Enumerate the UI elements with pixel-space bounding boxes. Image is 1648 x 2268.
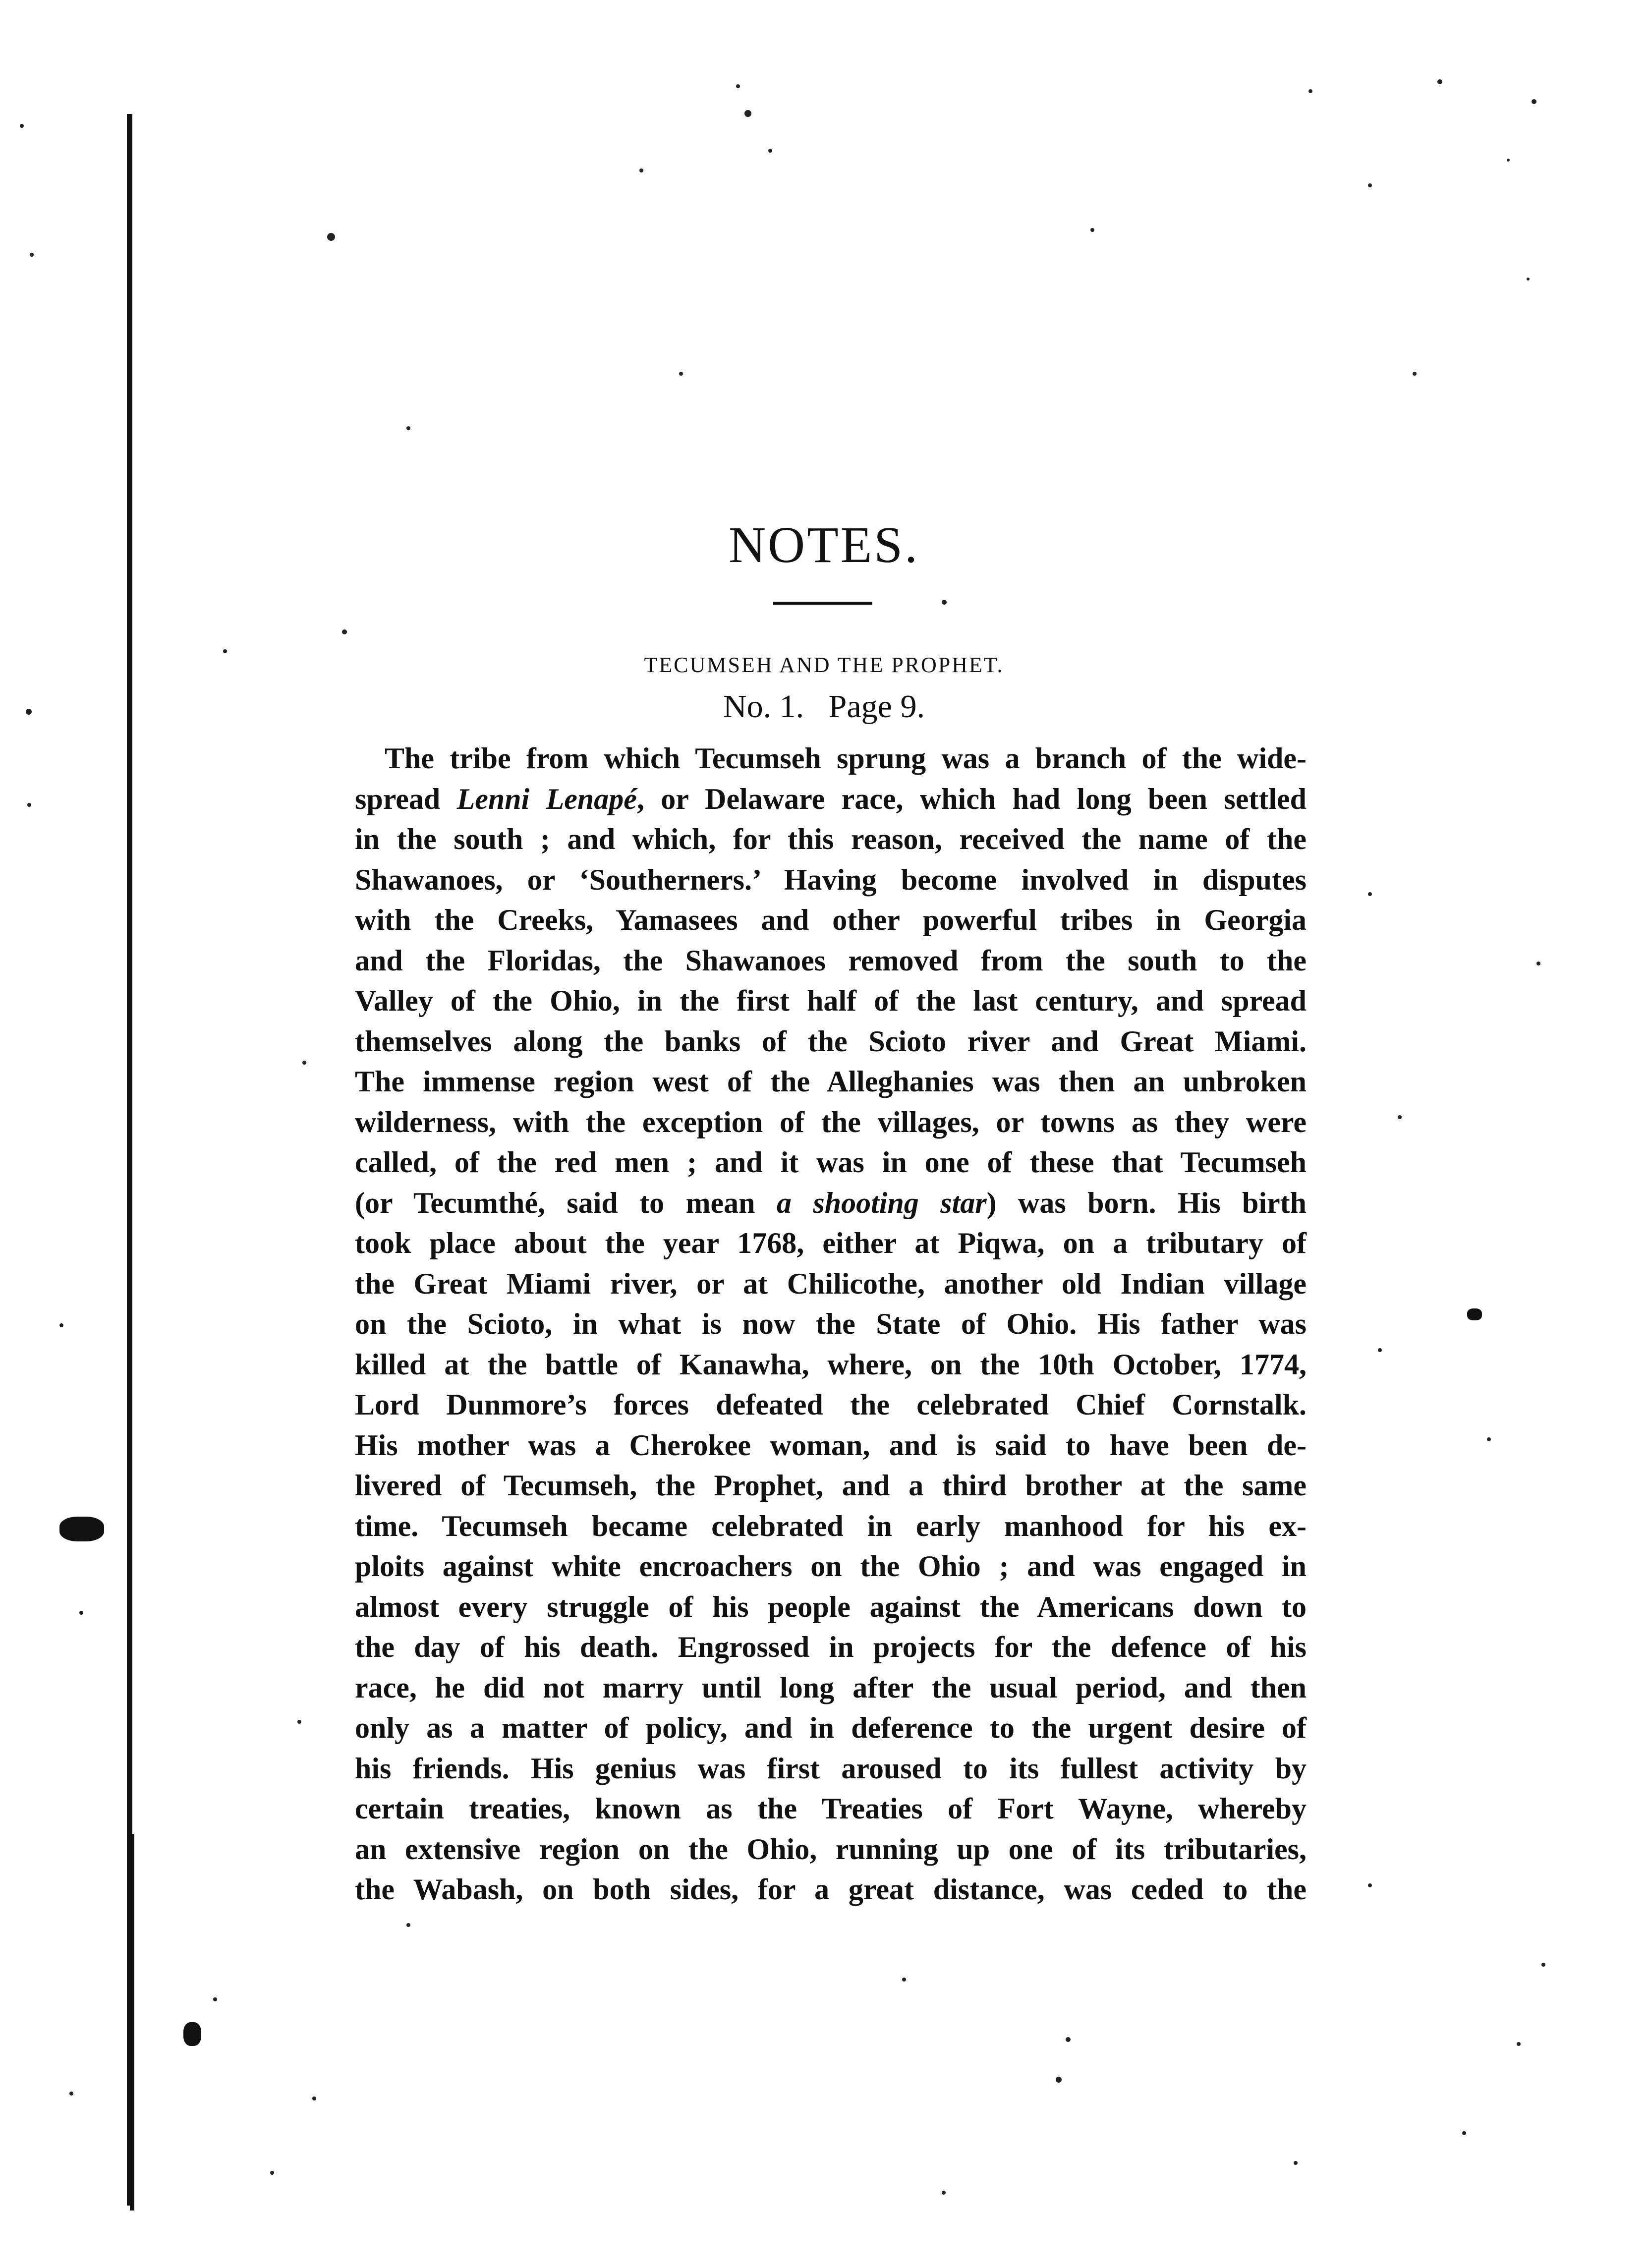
scan-speck bbox=[302, 1061, 306, 1065]
scan-speck bbox=[406, 1923, 410, 1927]
scan-speck bbox=[342, 629, 347, 634]
body-line: The immense region west of the Alleghanies was then an unbroken bbox=[355, 1065, 1307, 1098]
body-line: the Wabash, on both sides, for a great distance, was ceded to the bbox=[355, 1873, 1307, 1906]
body-line: almost every struggle of his people against the Americans down to bbox=[355, 1590, 1307, 1623]
scan-speck bbox=[1090, 228, 1094, 232]
binding-edge-line-lower bbox=[130, 1834, 134, 2211]
scan-speck bbox=[327, 233, 335, 241]
scan-blotch bbox=[59, 1517, 104, 1541]
body-line: themselves along the banks of the Scioto river and Great Miami. bbox=[355, 1024, 1307, 1058]
body-line: His mother was a Cherokee woman, and is said to have been de- bbox=[355, 1428, 1307, 1462]
scan-speck bbox=[1368, 1883, 1372, 1887]
scan-speck bbox=[736, 84, 740, 88]
body-line: ploits against white encroachers on the Ohio ; and was engaged in bbox=[355, 1550, 1307, 1583]
scan-speck bbox=[27, 803, 31, 807]
page-title: NOTES. bbox=[728, 516, 920, 573]
scan-blotch bbox=[183, 2022, 201, 2046]
scan-speck bbox=[20, 124, 24, 128]
scan-speck bbox=[406, 426, 410, 430]
scan-speck bbox=[1398, 1115, 1402, 1119]
scan-speck bbox=[1368, 183, 1372, 187]
body-line: on the Scioto, in what is now the State of Ohio. His father was bbox=[355, 1307, 1307, 1340]
scan-speck bbox=[69, 2092, 73, 2096]
scan-speck bbox=[902, 1978, 906, 1982]
body-line: livered of Tecumseh, the Prophet, and a third brother at the same bbox=[355, 1469, 1307, 1502]
scan-speck bbox=[297, 1720, 301, 1724]
note-reference: No. 1. Page 9. bbox=[723, 688, 925, 725]
scan-speck bbox=[942, 600, 947, 605]
body-line: his friends. His genius was first aroused to its fullest activity by bbox=[355, 1752, 1307, 1785]
scan-speck bbox=[1517, 2042, 1521, 2046]
body-line: wilderness, with the exception of the villages, or towns as they were bbox=[355, 1105, 1307, 1138]
body-line: Lord Dunmore’s forces defeated the celebrated Chief Cornstalk. bbox=[355, 1388, 1307, 1421]
body-line: certain treaties, known as the Treaties of Fort Wayne, whereby bbox=[355, 1792, 1307, 1825]
scan-speck bbox=[79, 1611, 83, 1615]
body-line: took place about the year 1768, either at Piqwa, on a tributary of bbox=[355, 1227, 1307, 1259]
body-line: The tribe from which Tecumseh sprung was a branch of the wide- bbox=[385, 742, 1307, 775]
scan-speck bbox=[1532, 99, 1536, 104]
body-line: race, he did not marry until long after the usual period, and then bbox=[355, 1671, 1307, 1704]
scan-speck bbox=[679, 372, 683, 376]
scan-speck bbox=[1368, 892, 1372, 896]
note-body bbox=[355, 738, 1307, 1910]
scan-speck bbox=[312, 2097, 316, 2100]
scan-speck bbox=[1437, 79, 1442, 84]
scan-speck bbox=[1294, 2161, 1298, 2165]
scan-speck bbox=[213, 1997, 217, 2001]
scan-speck bbox=[1487, 1437, 1491, 1441]
scan-speck bbox=[1536, 962, 1540, 965]
scan-speck bbox=[1056, 2077, 1062, 2083]
body-line: time. Tecumseh became celebrated in early manhood for his ex- bbox=[355, 1509, 1307, 1542]
body-line: Valley of the Ohio, in the first half of the last century, and spread bbox=[355, 984, 1307, 1017]
body-line: called, of the red men ; and it was in one of these that Tecumseh bbox=[355, 1146, 1307, 1179]
title-rule bbox=[773, 602, 872, 605]
body-line: spread Lenni Lenapé, or Delaware race, which had long been settled bbox=[355, 782, 1307, 815]
body-line: Shawanoes, or ‘Southerners.’ Having become involved in disputes bbox=[355, 863, 1307, 896]
scan-speck bbox=[1507, 159, 1510, 162]
body-line: in the south ; and which, for this reason, received the name of the bbox=[355, 823, 1307, 855]
body-line: the day of his death. Engrossed in projects for the defence of his bbox=[355, 1631, 1307, 1663]
body-line: and the Floridas, the Shawanoes removed from the south to the bbox=[355, 944, 1307, 977]
scan-blotch bbox=[1467, 1308, 1482, 1320]
scan-speck bbox=[30, 253, 34, 257]
scan-speck bbox=[1462, 2131, 1466, 2135]
body-line: (or Tecumthé, said to mean a shooting star) was born. His birth bbox=[355, 1186, 1307, 1219]
body-line: only as a matter of policy, and in deference to the urgent desire of bbox=[355, 1711, 1307, 1744]
scan-speck bbox=[1527, 278, 1530, 281]
scan-speck bbox=[1308, 89, 1312, 93]
scan-speck bbox=[59, 1323, 63, 1327]
scan-speck bbox=[1541, 1963, 1545, 1967]
scan-speck bbox=[270, 2171, 274, 2175]
scan-speck bbox=[768, 149, 772, 153]
scan-speck bbox=[1378, 1348, 1382, 1352]
scan-speck bbox=[1066, 2037, 1071, 2042]
body-line: an extensive region on the Ohio, running up one of its tributaries, bbox=[355, 1832, 1307, 1866]
scan-speck bbox=[942, 2191, 946, 2195]
body-line: killed at the battle of Kanawha, where, on the 10th October, 1774, bbox=[355, 1348, 1307, 1381]
section-heading: TECUMSEH AND THE PROPHET. bbox=[644, 653, 1004, 677]
body-line: the Great Miami river, or at Chilicothe, another old Indian village bbox=[355, 1267, 1307, 1300]
scan-speck bbox=[639, 169, 643, 172]
scan-speck bbox=[744, 110, 751, 117]
scan-speck bbox=[1413, 372, 1417, 376]
body-line: with the Creeks, Yamasees and other powerful tribes in Georgia bbox=[355, 904, 1307, 936]
